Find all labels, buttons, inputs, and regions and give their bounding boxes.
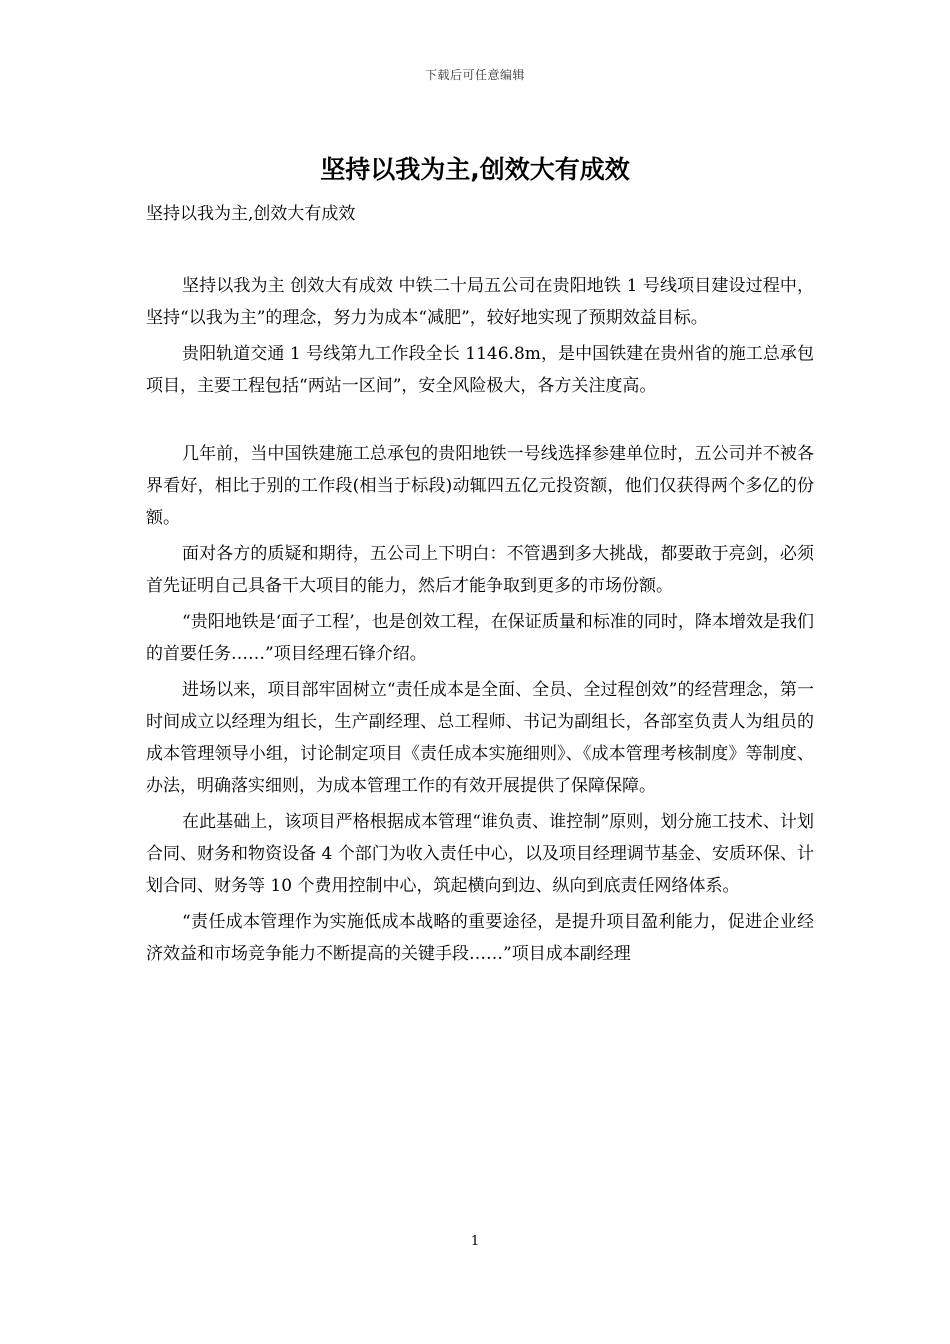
paragraph: 面对各方的质疑和期待，五公司上下明白：不管遇到多大挑战，都要敢于亮剑，必须首先证明自己具备干大项目的能力，然后才能争取到更多的市场份额。 (146, 544, 814, 596)
paragraph: 贵阳轨道交通 1 号线第九工作段全长 1146.8m，是中国铁建在贵州省的施工总承包项目，主要工程包括“两站一区间”，安全风险极大，各方关注度高。 (146, 344, 814, 396)
paragraph: “贵阳地铁是‘面子工程’，也是创效工程，在保证质量和标准的同时，降本增效是我们的首要任务……”项目经理石锋介绍。 (146, 612, 814, 664)
paragraph: 坚持以我为主 创效大有成效 中铁二十局五公司在贵阳地铁 1 号线项目建设过程中，坚持“以我为主”的理念，努力为成本“减肥”，较好地实现了预期效益目标。 (146, 276, 814, 328)
page-number: 1 (470, 1234, 480, 1249)
article-body (146, 270, 814, 974)
subtitle: 坚持以我为主,创效大有成效 (146, 204, 356, 224)
paragraph: 在此基础上，该项目严格根据成本管理“谁负责、谁控制”原则，划分施工技术、计划合同、财务和物资设备 4 个部门为收入责任中心，以及项目经理调节基金、安质环保、计划合同、财务等 10 个费用控制中心，筑起横向到边、纵向到底责任网络体系。 (146, 812, 814, 896)
page-title: 坚持以我为主,创效大有成效 (320, 155, 630, 184)
header-note: 下载后可任意编辑 (424, 68, 525, 82)
paragraph: “责任成本管理作为实施低成本战略的重要途径，是提升项目盈利能力，促进企业经济效益和市场竞争能力不断提高的关键手段……”项目成本副经理 (146, 912, 814, 964)
paragraph: 几年前，当中国铁建施工总承包的贵阳地铁一号线选择参建单位时，五公司并不被各界看好，相比于别的工作段(相当于标段)动辄四五亿元投资额，他们仅获得两个多亿的份额。 (146, 444, 814, 528)
paragraph: 进场以来，项目部牢固树立“责任成本是全面、全员、全过程创效”的经营理念，第一时间成立以经理为组长，生产副经理、总工程师、书记为副组长，各部室负责人为组员的成本管理领导小组，讨论制定项目《责任成本实施细则》、《成本管理考核制度》等制度、办法，明确落实细则，为成本管理工作的有效开展提供了保障保障。 (146, 680, 814, 796)
